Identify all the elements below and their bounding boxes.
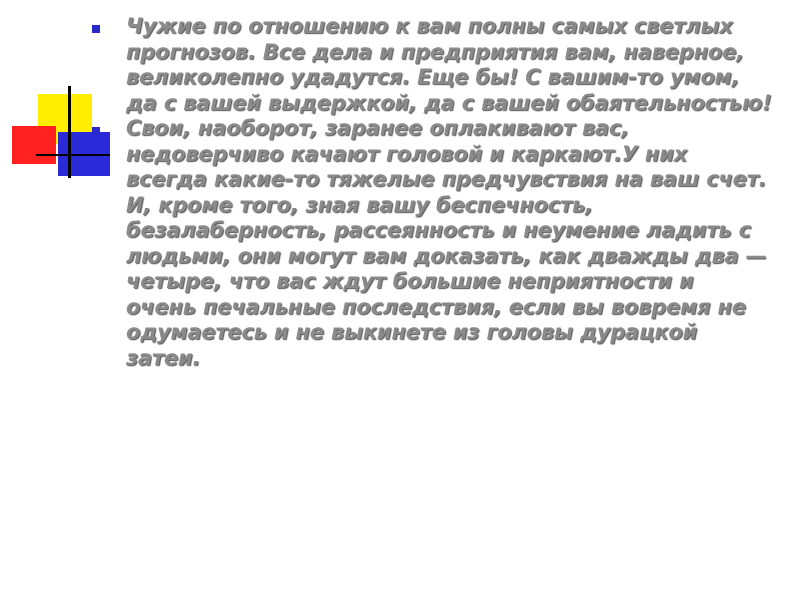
bullet-text-1: Чужие по отношению к вам полны самых светлых прогнозов. Все дела и предприятия вам, наверное, великолепно удадутся. Еще бы! С вашим-то умом, да с вашей выдержкой, да с вашей обаятельностью! — [126, 14, 772, 115]
red-square — [12, 126, 56, 164]
bullet-list — [92, 14, 782, 371]
bullet-square-icon — [92, 127, 100, 135]
bullet-item-1 — [92, 14, 782, 116]
bullet-text-2: Свои, наоборот, заранее оплакивают вас, недоверчиво качают головой и каркают.У них всегда какие-то тяжелые предчувствия на ваш счет. И, кроме того, зная вашу беспечность, безалаберность, рассеянность и неумение ладить с людьми, они могут вам доказать, как дважды два — четыре, что вас ждут большие неприятности и очень печальные последствия, если вы вовремя не одумаетесь и не выкинете из головы дурацкой затеи. — [126, 116, 767, 370]
bullet-square-icon — [92, 25, 100, 33]
bullet-item-2 — [92, 116, 782, 371]
vertical-line — [68, 86, 71, 178]
